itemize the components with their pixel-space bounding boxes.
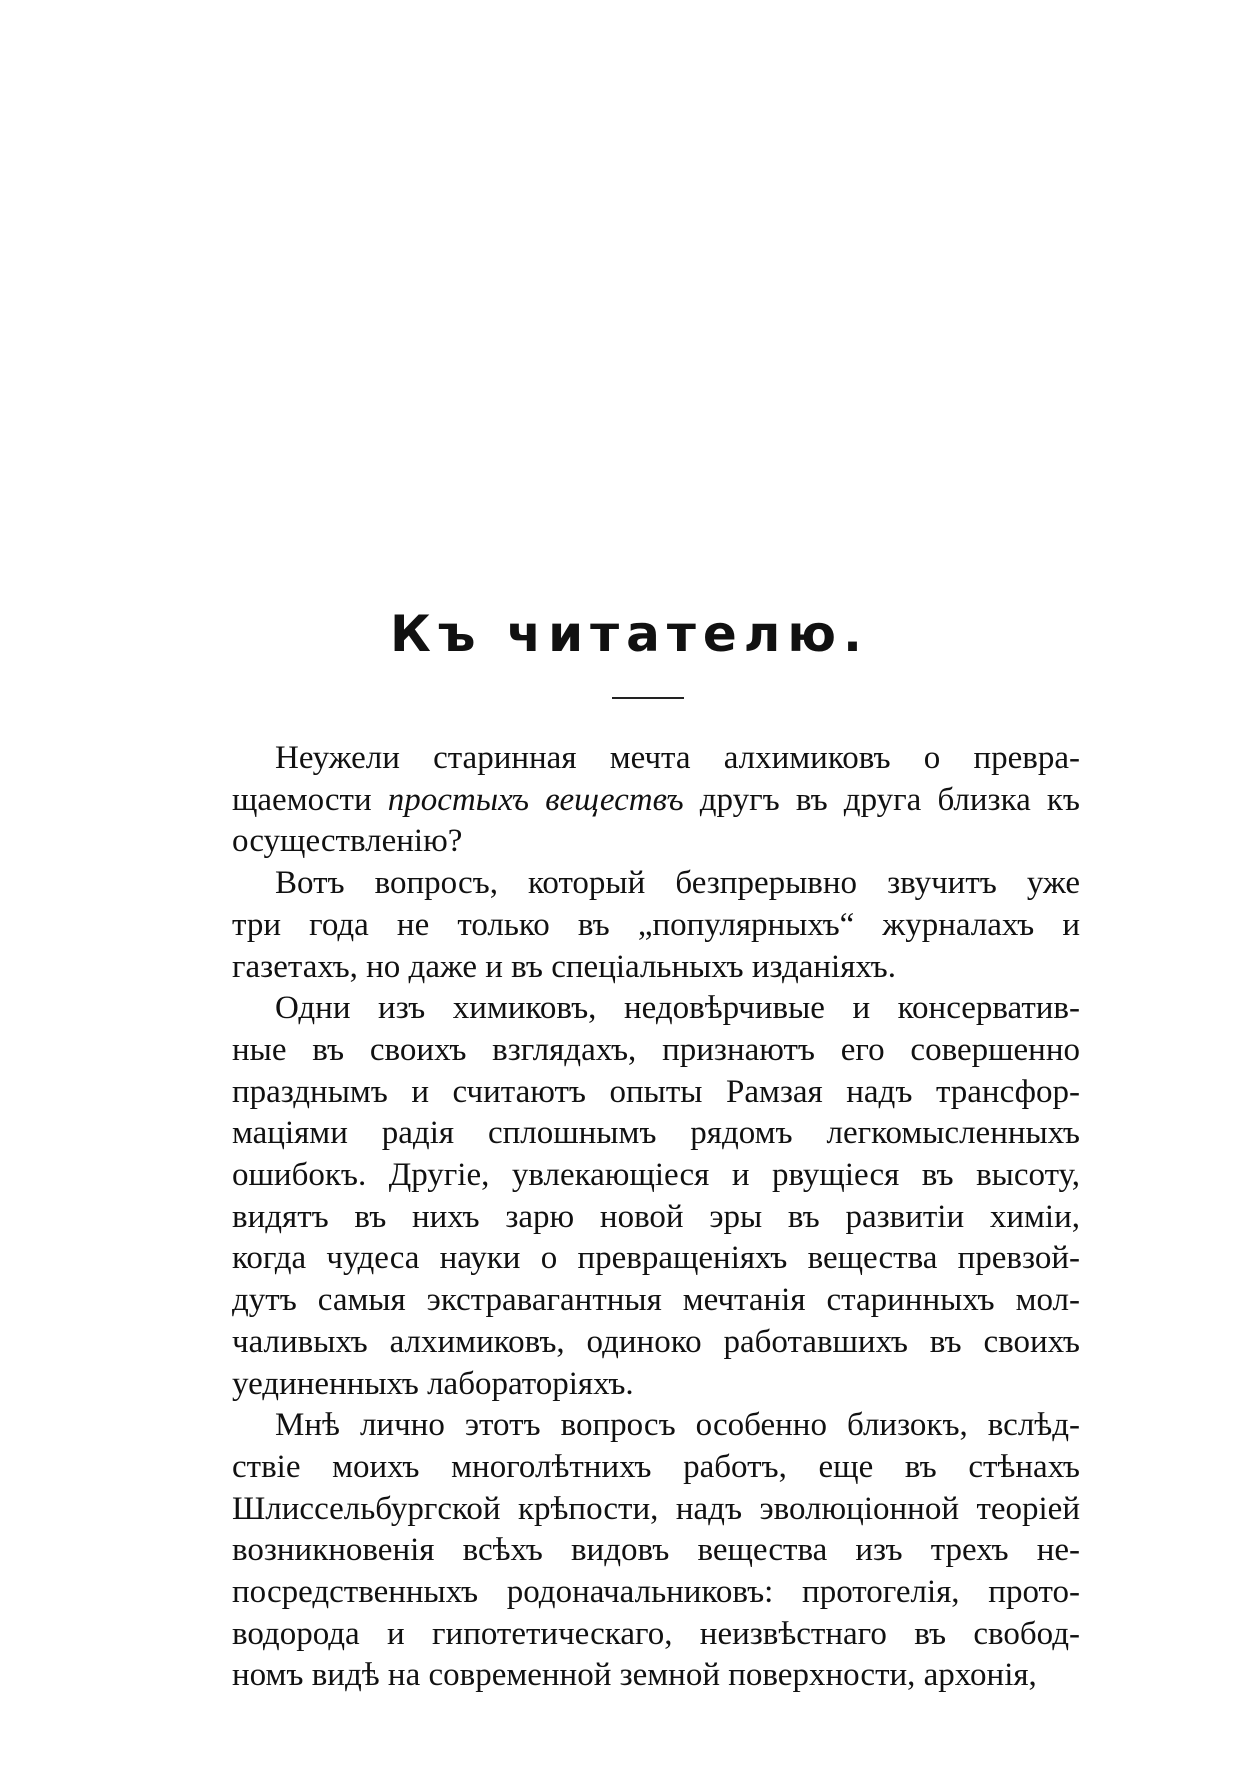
italic-term: простыхъ веществъ: [387, 781, 684, 818]
text-line: ные въ своихъ взглядахъ, признаютъ его совершенно: [232, 1031, 1080, 1068]
text-line: ошибокъ. Другіе, увлекающіеся и рвущіеся въ высоту,: [232, 1157, 1080, 1193]
text-line: Неужели старинная мечта алхимиковъ о превра-: [275, 740, 1080, 776]
text-line: посредственныхъ родоначальниковъ: протогелія, прото-: [232, 1574, 1080, 1610]
text-line: осуществленію?: [232, 823, 463, 860]
text-line: ствіе моихъ многолѣтнихъ работъ, еще въ стѣнахъ: [232, 1448, 1080, 1485]
text-line: номъ видѣ на современной земной поверхности, архонія,: [232, 1657, 1037, 1694]
text-line: Шлиссельбургской крѣпости, надъ эволюціонной теоріей: [232, 1490, 1080, 1527]
text-line: Одни изъ химиковъ, недовѣрчивые и консерватив-: [275, 990, 1080, 1027]
text-line: уединенныхъ лабораторіяхъ.: [232, 1365, 634, 1402]
text-line: маціями радія сплошнымъ рядомъ легкомысленныхъ: [232, 1115, 1080, 1152]
text-span: щаемости: [232, 781, 388, 818]
text-line: три года не только въ „популярныхъ“ журналахъ и: [232, 906, 1080, 943]
text-line: видятъ въ нихъ зарю новой эры въ развитіи химіи,: [232, 1198, 1080, 1235]
text-line: возникновенія всѣхъ видовъ вещества изъ трехъ не-: [232, 1532, 1080, 1569]
text-line: Вотъ вопросъ, который безпрерывно звучитъ уже: [275, 865, 1080, 902]
page-title: Къ читателю.: [389, 605, 870, 663]
text-line: чаливыхъ алхимиковъ, одиноко работавшихъ въ своихъ: [232, 1323, 1080, 1360]
text-line: водорода и гипотетическаго, неизвѣстнаго въ свобод-: [232, 1615, 1080, 1652]
text-line: газетахъ, но даже и въ спеціальныхъ изданіяхъ.: [232, 948, 896, 985]
text-line: когда чудеса науки о превращеніяхъ вещества превзой-: [232, 1240, 1080, 1277]
text-line: дутъ самыя экстравагантныя мечтанія старинныхъ мол-: [232, 1282, 1080, 1319]
text-line: Мнѣ лично этотъ вопросъ особенно близокъ, вслѣд-: [275, 1407, 1080, 1444]
text-line: празднымъ и считаютъ опыты Рамзая надъ трансфор-: [232, 1073, 1080, 1110]
text-line: [232, 777, 1080, 823]
title-divider: [612, 697, 684, 699]
text-span: другъ въ друга близка къ: [683, 781, 1080, 818]
